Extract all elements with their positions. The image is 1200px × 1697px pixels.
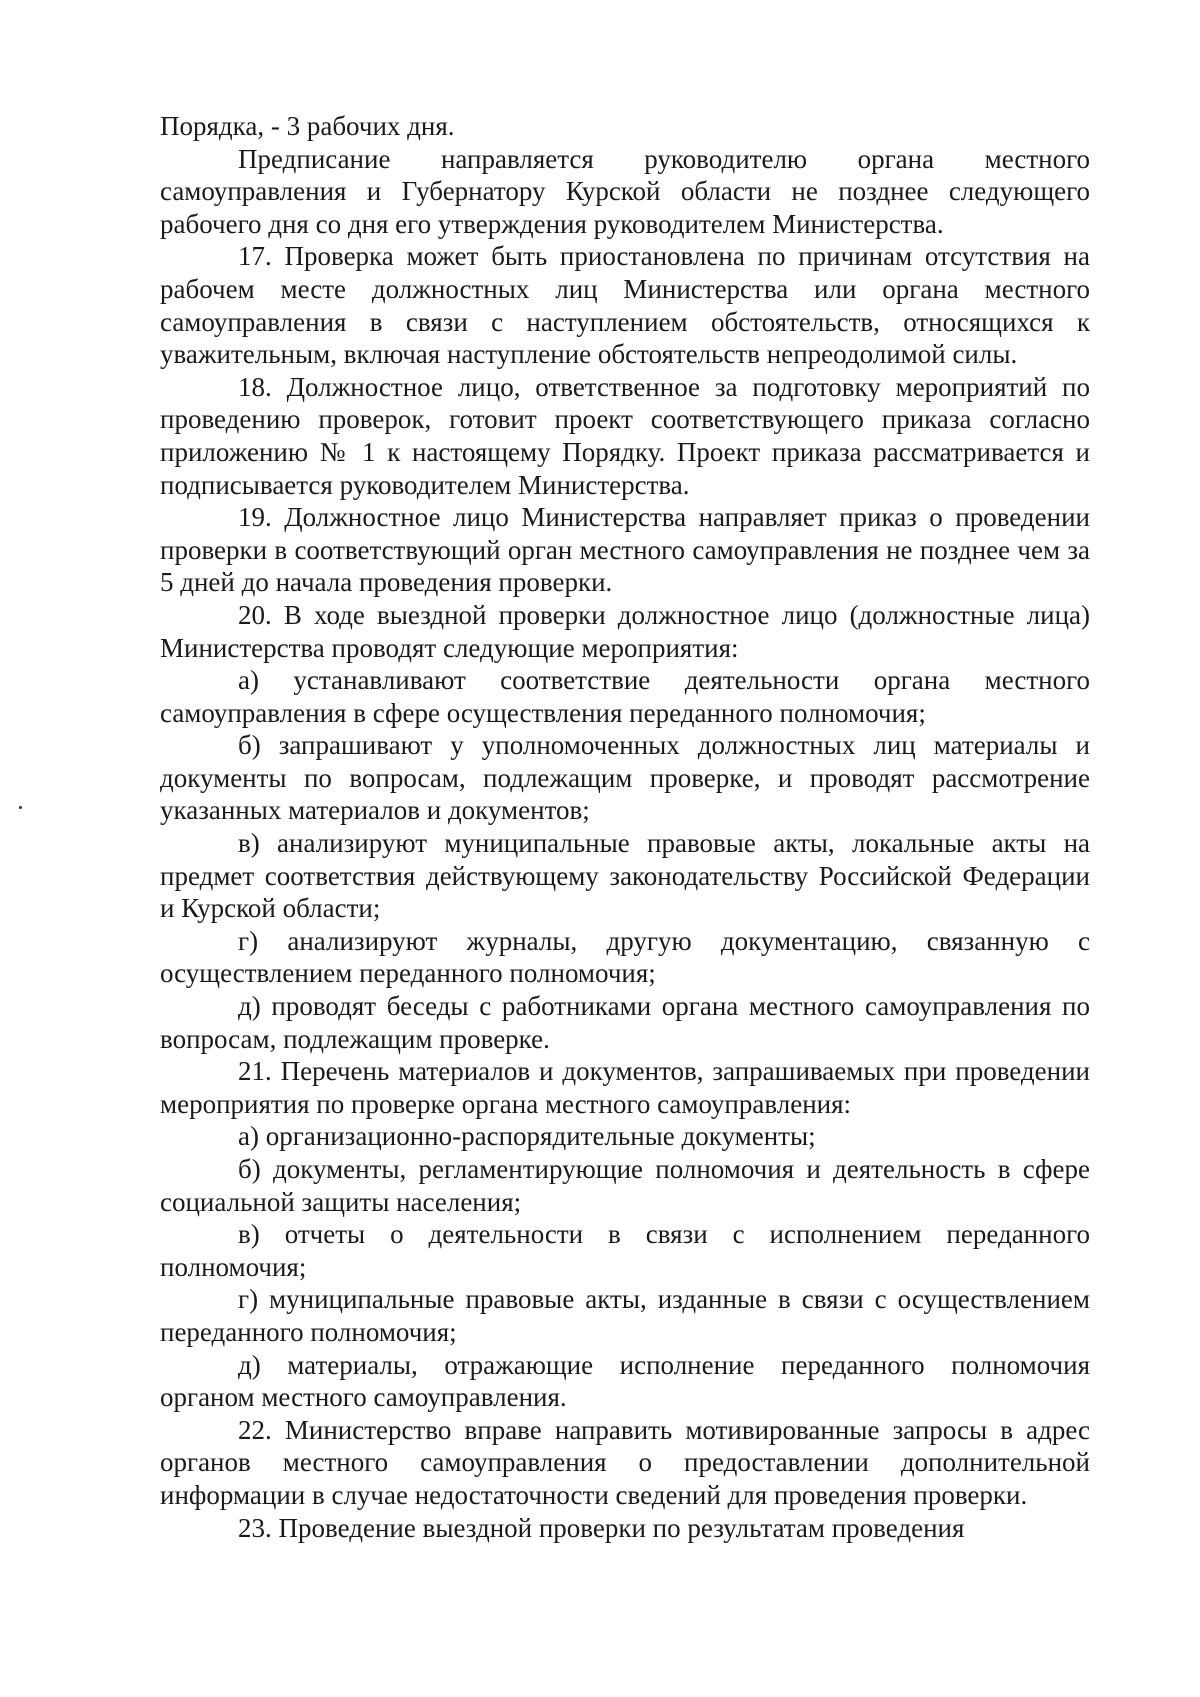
paragraph-20-v: в) анализируют муниципальные правовые акты, локальные акты на предмет соответствия действующему законодательству Российской Федерации и Курской области; bbox=[160, 828, 1090, 924]
paragraph-21-b: б) документы, регламентирующие полномочия и деятельность в сфере социальной защиты населения; bbox=[160, 1154, 1090, 1217]
paragraph-20-d: д) проводят беседы с работниками органа местного самоуправления по вопросам, подлежащим проверке. bbox=[160, 991, 1090, 1054]
scan-speck bbox=[19, 806, 22, 809]
paragraph-20-g: г) анализируют журналы, другую документацию, связанную с осуществлением переданного полномочия; bbox=[160, 925, 1090, 989]
paragraph-17: 17. Проверка может быть приостановлена по причинам отсутствия на рабочем месте должностных лиц Министерства или органа местного самоуправления в связи с наступлением обстоятельств, относящихся к уважительным, включая наступление обстоятельств непреодолимой силы. bbox=[160, 241, 1090, 370]
paragraph-21-d: д) материалы, отражающие исполнение переданного полномочия органом местного самоуправления. bbox=[160, 1349, 1090, 1413]
paragraph-21-a: а) организационно-распорядительные документы; bbox=[238, 1121, 816, 1152]
paragraph-21-v: в) отчеты о деятельности в связи с исполнением переданного полномочия; bbox=[160, 1219, 1090, 1282]
paragraph-23: 23. Проведение выездной проверки по результатам проведения bbox=[238, 1512, 965, 1543]
paragraph-20-a: а) устанавливают соответствие деятельности органа местного самоуправления в сфере осуществления переданного полномочия; bbox=[160, 665, 1090, 728]
paragraph-20: 20. В ходе выездной проверки должностное лицо (должностные лица) Министерства проводят следующие мероприятия: bbox=[160, 599, 1090, 663]
paragraph-22: 22. Министерство вправе направить мотивированные запросы в адрес органов местного самоуправления о предоставлении дополнительной информации в случае недостаточности сведений для проведения проверки. bbox=[160, 1414, 1090, 1510]
paragraph-18: 18. Должностное лицо, ответственное за подготовку мероприятий по проведению проверок, готовит проект соответствующего приказа согласно приложению № 1 к настоящему Порядку. Проект приказа рассматривается и подписывается руководителем Министерства. bbox=[160, 371, 1090, 500]
paragraph-20-b: б) запрашивают у уполномоченных должностных лиц материалы и документы по вопросам, подлежащим проверке, и проводят рассмотрение указанных материалов и документов; bbox=[160, 730, 1090, 826]
paragraph-21: 21. Перечень материалов и документов, запрашиваемых при проведении мероприятия по проверке органа местного самоуправления: bbox=[160, 1056, 1090, 1119]
paragraph-21-g: г) муниципальные правовые акты, изданные в связи с осуществлением переданного полномочия; bbox=[160, 1284, 1090, 1347]
paragraph-continuation: Порядка, - 3 рабочих дня. bbox=[160, 111, 455, 141]
document-body bbox=[160, 110, 1090, 1544]
paragraph-19: 19. Должностное лицо Министерства направляет приказ о проведении проверки в соответствующий орган местного самоуправления не позднее чем за 5 дней до начала проведения проверки. bbox=[160, 502, 1090, 598]
paragraph-prescription: Предписание направляется руководителю органа местного самоуправления и Губернатору Курской области не позднее следующего рабочего дня со дня его утверждения руководителем Министерства. bbox=[160, 143, 1090, 239]
